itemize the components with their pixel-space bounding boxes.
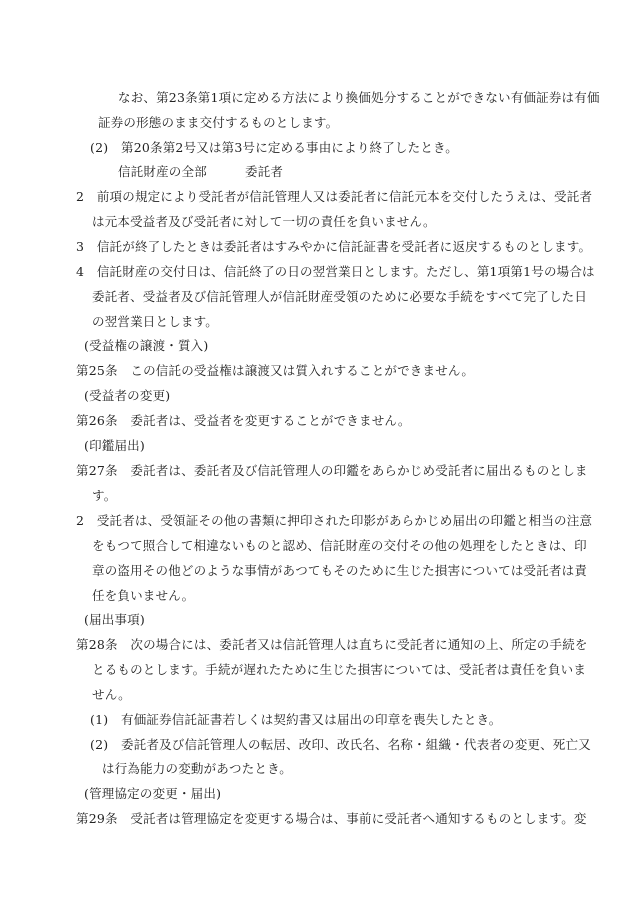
text-line: 第29条 受託者は管理協定を変更する場合は、事前に受託者へ通知するものとします。変 bbox=[76, 811, 587, 826]
text-line: (受益者の変更) bbox=[84, 388, 171, 403]
text-line: 証券の形態のまま交付するものとします。 bbox=[98, 115, 339, 130]
text-line: (受益権の譲渡・質入) bbox=[84, 338, 209, 353]
text-line: の翌営業日とします。 bbox=[92, 314, 219, 329]
text-line: せん。 bbox=[92, 687, 131, 702]
text-line: 任を負いません。 bbox=[92, 588, 195, 603]
text-line: は元本受益者及び受託者に対して一切の責任を負いません。 bbox=[92, 214, 436, 229]
text-line: 委託者、受益者及び信託管理人が信託財産受領のために必要な手続をすべて完了した日 bbox=[92, 289, 588, 304]
text-line: 第28条 次の場合には、委託者又は信託管理人は直ちに受託者に通知の上、所定の手続を bbox=[76, 637, 588, 652]
text-line: 章の盗用その他どのような事情があつてもそのために生じた損害については受託者は責 bbox=[92, 563, 588, 578]
text-line: とるものとします。手続が遅れたために生じた損害については、受託者は責任を負いま bbox=[92, 662, 587, 677]
text-line: (1) 有価証券信託証書若しくは契約書又は届出の印章を喪失したとき。 bbox=[90, 712, 502, 727]
text-line: 2 受託者は、受領証その他の書類に押印された印影があらかじめ届出の印鑑と相当の注意 bbox=[76, 513, 593, 528]
text-line: (印鑑届出) bbox=[84, 438, 145, 453]
text-line: なお、第23条第1項に定める方法により換価処分することができない有価証券は有価 bbox=[118, 90, 600, 105]
text-line: 4 信託財産の交付日は、信託終了の日の翌営業日とします。ただし、第1項第1号の場合は bbox=[76, 264, 595, 279]
text-line: をもつて照合して相違ないものと認め、信託財産の交付その他の処理をしたときは、印 bbox=[92, 538, 587, 553]
text-line: (管理協定の変更・届出) bbox=[84, 786, 222, 801]
text-line: 第26条 委託者は、受益者を変更することができません。 bbox=[76, 413, 411, 428]
text-line: 第25条 この信託の受益権は譲渡又は質入れすることができません。 bbox=[76, 363, 475, 378]
text-line: 3 信託が終了したときは委託者はすみやかに信託証書を受託者に返戻するものとします。 bbox=[76, 239, 592, 254]
text-line: (届出事項) bbox=[84, 612, 145, 627]
text-line: 2 前項の規定により受託者が信託管理人又は委託者に信託元本を交付したうえは、受託者 bbox=[76, 189, 593, 204]
text-line: 第27条 委託者は、委託者及び信託管理人の印鑑をあらかじめ受託者に届出るものとしま bbox=[76, 463, 588, 478]
text-line: (2) 第20条第2号又は第3号に定める事由により終了したとき。 bbox=[90, 140, 458, 155]
text-line: す。 bbox=[92, 488, 117, 503]
text-line: は行為能力の変動があつたとき。 bbox=[102, 761, 293, 776]
text-line: (2) 委託者及び信託管理人の転居、改印、改氏名、名称・組織・代表者の変更、死亡又 bbox=[90, 737, 591, 752]
text-line: 信託財産の全部 委託者 bbox=[118, 164, 284, 179]
